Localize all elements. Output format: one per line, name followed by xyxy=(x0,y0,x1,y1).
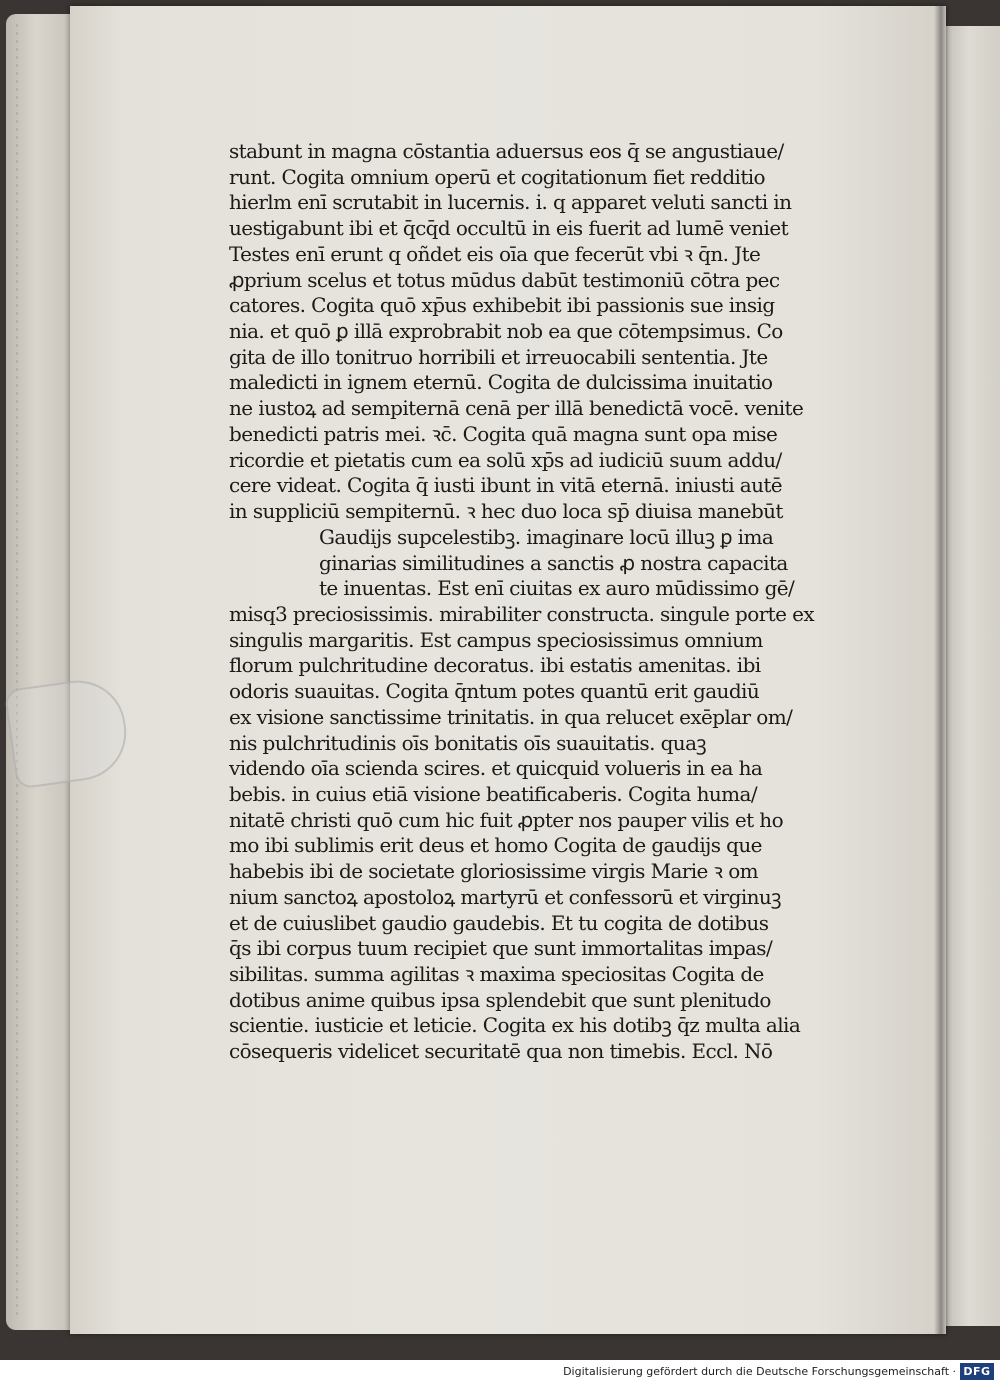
text-line: nium sanctoꝝ apostoloꝝ martyrū et confessorū et virginuꝫ xyxy=(229,884,781,909)
page-text-block xyxy=(229,139,829,1065)
text-line: uestigabunt ibi et q̄cq̄d occultū in eis fuerit ad lumē veniet xyxy=(229,216,789,241)
text-line: dotibus anime quibus ipsa splendebit que sunt plenitudo xyxy=(229,987,771,1012)
text-line: benedicti patris mei. ꝛc̄. Cogita quā magna sunt opa mise xyxy=(229,421,778,446)
text-line: hierlm enī scrutabit in lucernis. i. q apparet veluti sancti in xyxy=(229,190,792,215)
text-line: sibilitas. summa agilitas ꝛ maxima speciositas Cogita de xyxy=(229,962,764,986)
funding-credit: Digitalisierung gefördert durch die Deutsche Forschungsgemeinschaft · xyxy=(563,1365,956,1378)
text-line: ex visione sanctissime trinitatis. in qua relucet exēplar om/ xyxy=(229,704,793,729)
text-line: ꝓprium scelus et totus mūdus dabūt testimoniū cōtra pec xyxy=(229,267,780,292)
text-line: Testes enī erunt q oñdet eis oīa que fecerūt vbi ꝛ q̄n. Jte xyxy=(229,241,761,266)
text-line: misq3 preciosissimis. mirabiliter constructa. singule porte ex xyxy=(229,601,815,626)
dfg-logo: DFG xyxy=(960,1363,994,1380)
text-line: videndo oīa scienda scires. et quicquid volueris in ea ha xyxy=(229,756,763,781)
text-line: odoris suauitas. Cogita q̄ntum potes quantū erit gaudiū xyxy=(229,679,760,704)
text-line: gita de illo tonitruo horribili et irreuocabili sententia. Jte xyxy=(229,344,768,369)
text-line: nis pulchritudinis oīs bonitatis oīs suauitatis. quaꝫ xyxy=(229,730,707,755)
text-line: stabunt in magna cōstantia aduersus eos q̄ se angustiaue/ xyxy=(229,139,784,163)
text-line: q̄s ibi corpus tuum recipiet que sunt immortalitas impas/ xyxy=(229,936,773,961)
text-line: maledicti in ignem eternū. Cogita de dulcissima inuitatio xyxy=(229,370,773,395)
text-line: nia. et quō ꝑ illā exprobrabit nob ea que cōtempsimus. Co xyxy=(229,319,783,344)
text-line: catores. Cogita quō xp̄us exhibebit ibi passionis sue insig xyxy=(229,293,775,318)
text-line: ginarias similitudines a sanctis ꝓ nostra capacita xyxy=(319,550,788,575)
text-line: nitatē christi quō cum hic fuit ꝓpter nos pauper vilis et ho xyxy=(229,807,784,832)
text-line: te inuentas. Est enī ciuitas ex auro mūdissimo gē/ xyxy=(319,576,795,601)
text-line: bebis. in cuius etiā visione beatificaberis. Cogita huma/ xyxy=(229,781,757,806)
footer-bar xyxy=(0,1360,1000,1384)
text-line: scientie. iusticie et leticie. Cogita ex his dotibꝫ q̄z multa alia xyxy=(229,1013,801,1038)
text-line: habebis ibi de societate gloriosissime virgis Marie ꝛ om xyxy=(229,859,758,884)
text-line: cere videat. Cogita q̄ iusti ibunt in vitā eternā. iniusti autē xyxy=(229,473,783,498)
text-line: mo ibi sublimis erit deus et homo Cogita de gaudijs que xyxy=(229,833,762,858)
text-line: cōsequeris videlicet securitatē qua non timebis. Eccl. Nō xyxy=(229,1039,773,1064)
text-line: in suppliciū sempiternū. ꝛ hec duo loca sp̄ diuisa manebūt xyxy=(229,499,783,524)
facing-page-edge xyxy=(944,26,1000,1326)
text-line: ricordie et pietatis cum ea solū xp̄s ad iudiciū suum addu/ xyxy=(229,447,782,472)
text-line: singulis margaritis. Est campus speciosissimus omnium xyxy=(229,627,763,652)
book-gutter xyxy=(934,6,948,1334)
text-line: Gaudijs supcelestibꝫ. imaginare locū illuꝫ ꝑ ima xyxy=(319,524,774,549)
text-line: florum pulchritudine decoratus. ibi estatis amenitas. ibi xyxy=(229,653,761,678)
text-line: et de cuiuslibet gaudio gaudebis. Et tu cogita de dotibus xyxy=(229,910,769,935)
text-line: runt. Cogita omnium operū et cogitationum fiet redditio xyxy=(229,164,765,189)
text-line: ne iustoꝝ ad sempiternā cenā per illā benedictā vocē. venite xyxy=(229,396,804,421)
